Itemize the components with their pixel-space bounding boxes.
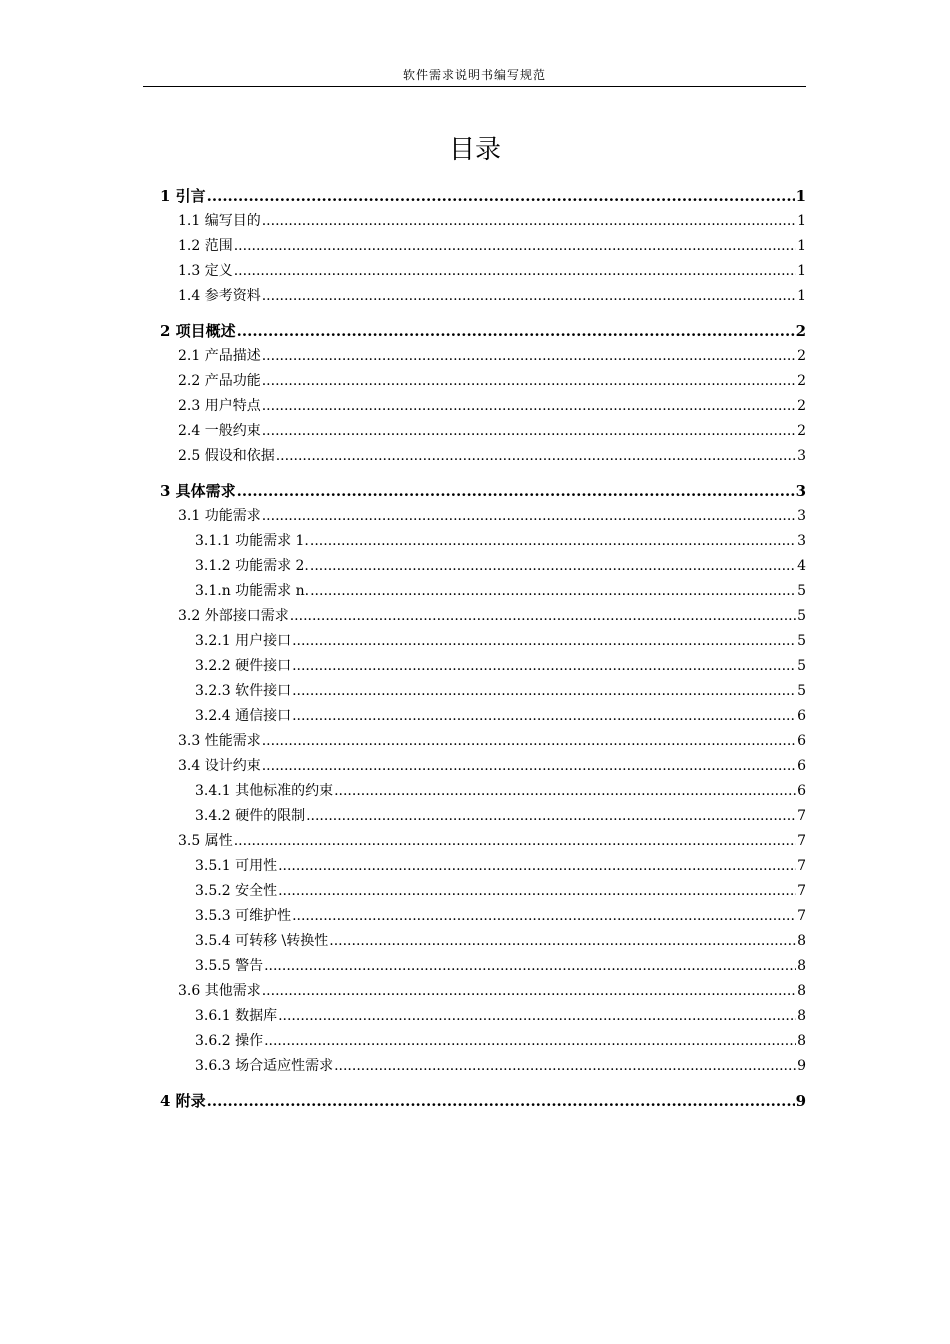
toc-entry-label: 3.6.3 场合适应性需求 (195, 1058, 334, 1074)
toc-entry-page: 5 (797, 683, 806, 699)
toc-entry[interactable] (160, 234, 806, 259)
toc-entry-page: 8 (797, 933, 806, 949)
toc-leader-dots (310, 529, 796, 554)
toc-entry-label: 3.5.3 可维护性 (195, 908, 292, 924)
toc-entry[interactable] (160, 369, 806, 394)
toc-leader-dots (310, 554, 796, 579)
toc-entry[interactable] (160, 1089, 806, 1114)
header-rule (143, 86, 806, 87)
toc-entry-page: 5 (797, 583, 806, 599)
toc-leader-dots (290, 604, 796, 629)
toc-leader-dots (329, 929, 796, 954)
toc-leader-dots (262, 209, 796, 234)
toc-leader-dots (262, 369, 796, 394)
toc-entry[interactable] (160, 479, 806, 504)
toc-entry-page: 7 (797, 908, 806, 924)
toc-entry[interactable] (160, 554, 806, 579)
toc-entry-page: 5 (797, 658, 806, 674)
toc-entry[interactable] (160, 754, 806, 779)
toc-entry-page: 9 (795, 1092, 806, 1110)
toc-entry-label: 2.5 假设和依据 (178, 448, 275, 464)
toc-leader-dots (292, 679, 796, 704)
toc-entry-label: 2 项目概述 (160, 322, 236, 340)
toc-leader-dots (292, 629, 796, 654)
toc-entry[interactable] (160, 929, 806, 954)
toc-entry[interactable] (160, 444, 806, 469)
toc-entry[interactable] (160, 704, 806, 729)
toc-entry-label: 3.6.2 操作 (195, 1033, 264, 1049)
toc-entry-label: 3.5.5 警告 (195, 958, 264, 974)
toc-entry-label: 3.5.2 安全性 (195, 883, 278, 899)
toc-entry-page: 6 (797, 783, 806, 799)
toc-entry-page: 7 (797, 833, 806, 849)
toc-entry-page: 8 (797, 1008, 806, 1024)
toc-entry[interactable] (160, 729, 806, 754)
toc-entry[interactable] (160, 579, 806, 604)
toc-entry-label: 4 附录 (160, 1092, 206, 1110)
toc-entry-page: 1 (795, 187, 806, 205)
toc-entry[interactable] (160, 829, 806, 854)
toc-leader-dots (234, 829, 796, 854)
toc-entry-label: 1 引言 (160, 187, 206, 205)
toc-entry-page: 7 (797, 858, 806, 874)
toc-entry-page: 8 (797, 958, 806, 974)
toc-entry-label: 3.6.1 数据库 (195, 1008, 278, 1024)
table-of-contents (160, 184, 806, 1114)
toc-entry-label: 3.1 功能需求 (178, 508, 261, 524)
toc-leader-dots (292, 704, 796, 729)
toc-entry-label: 3.4.1 其他标准的约束 (195, 783, 334, 799)
toc-leader-dots (278, 854, 796, 879)
toc-entry-label: 1.1 编写目的 (178, 213, 261, 229)
toc-leader-dots (262, 419, 796, 444)
toc-entry[interactable] (160, 1029, 806, 1054)
toc-entry[interactable] (160, 854, 806, 879)
toc-entry-page: 6 (797, 733, 806, 749)
toc-leader-dots (292, 904, 796, 929)
toc-entry-page: 7 (797, 808, 806, 824)
toc-leader-dots (262, 504, 796, 529)
toc-leader-dots (207, 1089, 795, 1114)
toc-entry[interactable] (160, 879, 806, 904)
toc-entry[interactable] (160, 654, 806, 679)
toc-entry-label: 3.5 属性 (178, 833, 233, 849)
toc-entry-label: 3.4 设计约束 (178, 758, 261, 774)
toc-entry[interactable] (160, 419, 806, 444)
toc-entry-label: 3.1.n 功能需求 n. (195, 583, 310, 599)
toc-leader-dots (278, 879, 796, 904)
toc-entry-page: 3 (797, 448, 806, 464)
toc-leader-dots (262, 394, 796, 419)
toc-leader-dots (306, 804, 796, 829)
toc-entry-label: 3.3 性能需求 (178, 733, 261, 749)
toc-leader-dots (262, 729, 796, 754)
toc-entry[interactable] (160, 779, 806, 804)
toc-entry[interactable] (160, 259, 806, 284)
toc-entry-page: 7 (797, 883, 806, 899)
toc-leader-dots (310, 579, 796, 604)
toc-entry[interactable] (160, 1004, 806, 1029)
toc-leader-dots (334, 779, 796, 804)
toc-leader-dots (262, 979, 796, 1004)
page-header: 软件需求说明书编写规范 (402, 68, 546, 82)
toc-entry-label: 3.2 外部接口需求 (178, 608, 289, 624)
toc-entry-page: 3 (797, 508, 806, 524)
toc-entry-label: 3.2.4 通信接口 (195, 708, 292, 724)
toc-leader-dots (262, 754, 796, 779)
toc-leader-dots (334, 1054, 796, 1079)
toc-entry-label: 3.2.1 用户接口 (195, 633, 292, 649)
toc-entry-label: 1.4 参考资料 (178, 288, 261, 304)
toc-entry[interactable] (160, 504, 806, 529)
toc-entry[interactable] (160, 529, 806, 554)
toc-title: 目录 (448, 135, 501, 165)
toc-entry-label: 3.1.1 功能需求 1. (195, 533, 309, 549)
toc-entry-page: 5 (797, 608, 806, 624)
toc-entry[interactable] (160, 604, 806, 629)
toc-leader-dots (276, 444, 796, 469)
toc-entry-label: 3.6 其他需求 (178, 983, 261, 999)
toc-entry-label: 2.2 产品功能 (178, 373, 261, 389)
toc-entry-label: 3.4.2 硬件的限制 (195, 808, 306, 824)
toc-entry[interactable] (160, 284, 806, 309)
toc-entry-label: 3.1.2 功能需求 2. (195, 558, 309, 574)
toc-entry-page: 6 (797, 708, 806, 724)
toc-entry[interactable] (160, 394, 806, 419)
toc-leader-dots (262, 284, 796, 309)
toc-entry[interactable] (160, 1054, 806, 1079)
toc-entry-page: 6 (797, 758, 806, 774)
toc-entry-page: 2 (797, 373, 806, 389)
toc-leader-dots (264, 954, 796, 979)
toc-entry-page: 3 (797, 533, 806, 549)
toc-entry-page: 8 (797, 983, 806, 999)
toc-entry[interactable] (160, 629, 806, 654)
toc-entry-label: 2.1 产品描述 (178, 348, 261, 364)
toc-entry-label: 3.2.2 硬件接口 (195, 658, 292, 674)
toc-entry-label: 1.3 定义 (178, 263, 233, 279)
toc-entry-page: 1 (797, 238, 806, 254)
toc-leader-dots (207, 184, 795, 209)
toc-entry-label: 3.5.4 可转移 \转换性 (195, 933, 329, 949)
toc-entry-page: 8 (797, 1033, 806, 1049)
toc-entry-label: 2.3 用户特点 (178, 398, 261, 414)
toc-entry-page: 3 (795, 482, 806, 500)
toc-leader-dots (234, 259, 796, 284)
toc-leader-dots (237, 319, 795, 344)
toc-entry-page: 2 (795, 322, 806, 340)
toc-entry-label: 1.2 范围 (178, 238, 233, 254)
toc-entry[interactable] (160, 344, 806, 369)
toc-entry-page: 2 (797, 423, 806, 439)
toc-entry[interactable] (160, 184, 806, 209)
toc-entry[interactable] (160, 904, 806, 929)
toc-leader-dots (234, 234, 796, 259)
toc-entry[interactable] (160, 679, 806, 704)
toc-entry-page: 1 (797, 263, 806, 279)
toc-entry[interactable] (160, 979, 806, 1004)
toc-entry-label: 3 具体需求 (160, 482, 236, 500)
toc-leader-dots (278, 1004, 796, 1029)
toc-entry-label: 2.4 一般约束 (178, 423, 261, 439)
toc-entry[interactable] (160, 954, 806, 979)
toc-leader-dots (292, 654, 796, 679)
toc-entry-page: 2 (797, 398, 806, 414)
toc-entry-label: 3.2.3 软件接口 (195, 683, 292, 699)
toc-entry-page: 1 (797, 213, 806, 229)
toc-entry-page: 1 (797, 288, 806, 304)
toc-leader-dots (264, 1029, 796, 1054)
toc-entry-page: 9 (797, 1058, 806, 1074)
toc-entry-page: 4 (797, 558, 806, 574)
toc-entry-page: 5 (797, 633, 806, 649)
toc-entry[interactable] (160, 319, 806, 344)
toc-entry-page: 2 (797, 348, 806, 364)
toc-leader-dots (237, 479, 795, 504)
toc-leader-dots (262, 344, 796, 369)
toc-entry[interactable] (160, 804, 806, 829)
toc-entry[interactable] (160, 209, 806, 234)
toc-entry-label: 3.5.1 可用性 (195, 858, 278, 874)
